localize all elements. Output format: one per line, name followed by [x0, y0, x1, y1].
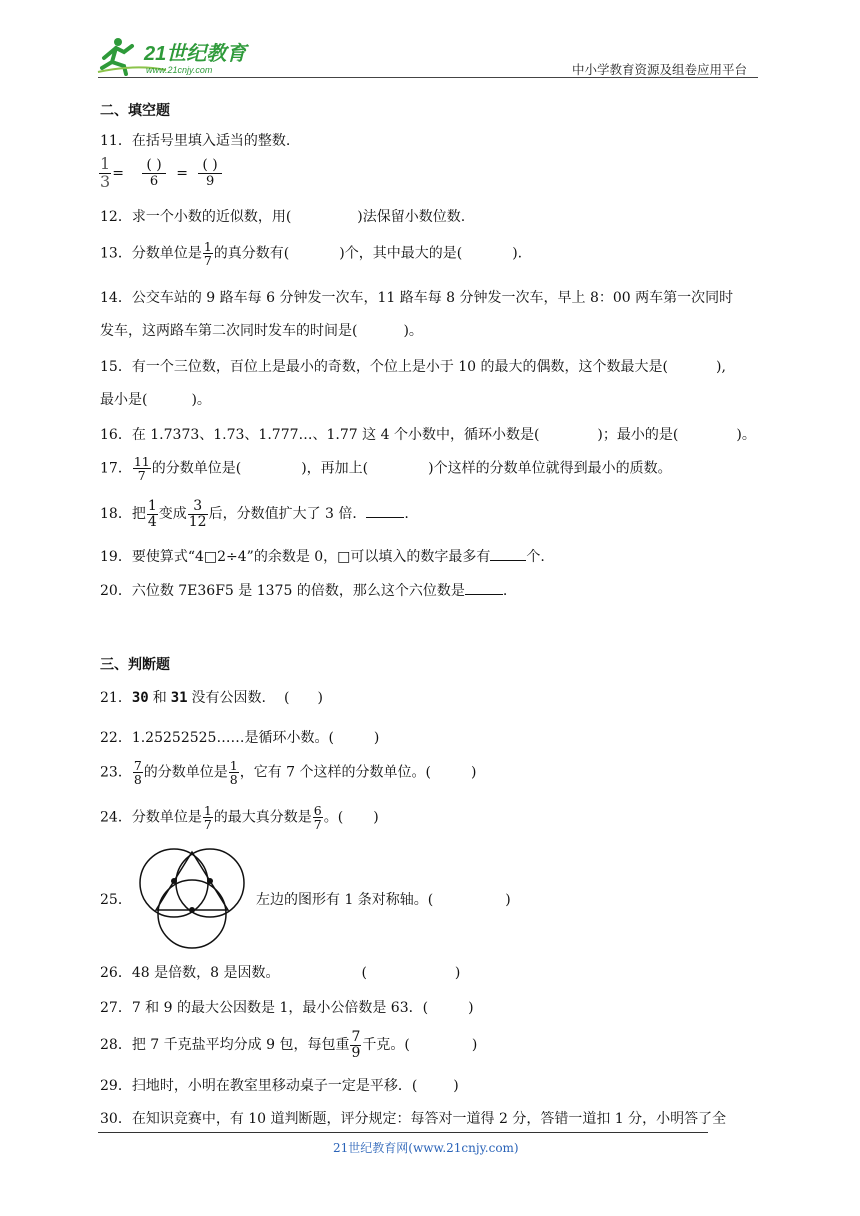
equals-sign: =	[176, 165, 188, 182]
q18-fraction-1: $\frac{1}{4}$	[147, 498, 157, 530]
question-12: 12．求一个小数的近似数，用( )法保留小数位数.	[100, 209, 466, 225]
question-27: 27．7 和 9 的最大公因数是 1，最小公倍数是 63．( )	[100, 1000, 474, 1016]
site-logo	[96, 34, 256, 78]
section-title-fill: 二、填空题	[100, 103, 170, 119]
question-14-line-2: 发车，这两路车第二次同时发车的时间是( )。	[100, 323, 423, 339]
q28-fraction: $\frac{7}{9}$	[351, 1029, 361, 1061]
q11-blank-over-9: $\frac{( )}{9}$	[198, 157, 221, 189]
question-17: 17． $\frac{11}{7}$ 的分数单位是( )，再加上( )个这样的分数单位就得到最小的质数。	[100, 454, 672, 484]
question-20: 20．六位数 7E36F5 是 1375 的倍数，那么这个六位数是 .	[100, 583, 508, 599]
question-26: 26．48 是倍数，8 是因数。 ( )	[100, 965, 461, 981]
q11-num: 11．	[100, 133, 132, 149]
question-14-line-1: 14．公交车站的 9 路车每 6 分钟发一次车，11 路车每 8 分钟发一次车，早上 8：00 两车第一次同时	[100, 290, 734, 306]
q18-fraction-2: $\frac{3}{12}$	[188, 498, 207, 530]
q11-text: 在括号里填入适当的整数.	[131, 133, 291, 149]
question-15-line-1: 15．有一个三位数，百位上是最小的奇数，个位上是小于 10 的最大的偶数，这个数最大是( ),	[100, 359, 726, 375]
question-13: 13．分数单位是 $\frac{1}{7}$ 的真分数有( )个，其中最大的是( ).	[100, 239, 523, 269]
question-29: 29．扫地时，小明在教室里移动桌子一定是平移．( )	[100, 1078, 459, 1094]
header-platform-text: 中小学教育资源及组卷应用平台	[572, 62, 748, 77]
question-21: 21．30 和 31 没有公因数. ( )	[100, 690, 323, 706]
runner-logo-icon	[96, 34, 256, 78]
header-divider	[98, 77, 758, 78]
section-title-judge: 三、判断题	[100, 657, 170, 673]
question-22: 22．1.25252525……是循环小数。( )	[100, 730, 380, 746]
q24-fraction-2: $\frac{6}{7}$	[313, 803, 322, 833]
equals-sign: =	[112, 165, 124, 182]
q13-fraction: $\frac{1}{7}$	[203, 239, 212, 269]
q19-answer-blank[interactable]	[490, 560, 526, 561]
three-circles-triangle-figure	[138, 846, 246, 952]
question-28: 28．把 7 千克盐平均分成 9 包，每包重 $\frac{7}{9}$ 千克。( )	[100, 1029, 478, 1061]
question-25-num: 25．	[100, 892, 132, 908]
question-30: 30．在知识竞赛中，有 10 道判断题，评分规定：每答对一道得 2 分，答错一道扣 1 分，小明答了全	[100, 1111, 727, 1127]
q11-equation	[98, 156, 228, 191]
q11-blank-over-6: $\frac{( )}{6}$	[142, 157, 165, 189]
footer-site-link[interactable]: 21世纪教育网(www.21cnjy.com)	[333, 1141, 519, 1155]
q18-answer-blank[interactable]	[366, 517, 404, 518]
question-23: 23． $\frac{7}{8}$ 的分数单位是 $\frac{1}{8}$ ，它有 7 个这样的分数单位。( )	[100, 758, 477, 788]
question-25: 左边的图形有 1 条对称轴。( )	[256, 892, 511, 908]
question-16: 16．在 1.7373、1.73、1.777…、1.77 这 4 个小数中，循环小数是( )；最小的是( )。	[100, 427, 756, 443]
footer-divider	[98, 1132, 708, 1133]
q11-fraction-1-3: $\frac{1}{3}$	[100, 154, 111, 191]
q24-fraction-1: $\frac{1}{7}$	[203, 803, 212, 833]
question-24: 24．分数单位是 $\frac{1}{7}$ 的最大真分数是 $\frac{6}{7}$ 。( )	[100, 803, 379, 833]
q17-fraction: $\frac{11}{7}$	[133, 454, 150, 484]
logo-main-text: 21世纪教育	[144, 43, 247, 65]
logo-sub-text: www.21cnjy.com	[146, 65, 213, 75]
question-19: 19．要使算式“4□2÷4”的余数是 0，□可以填入的数字最多有 个.	[100, 549, 545, 565]
q20-answer-blank[interactable]	[465, 594, 503, 595]
question-18: 18．把 $\frac{1}{4}$ 变成 $\frac{3}{12}$ 后，分数值扩大了 3 倍． .	[100, 498, 409, 530]
q23-fraction-1: $\frac{7}{8}$	[133, 758, 142, 788]
question-11	[100, 130, 290, 150]
question-15-line-2: 最小是( )。	[100, 392, 211, 408]
q23-fraction-2: $\frac{1}{8}$	[229, 758, 238, 788]
